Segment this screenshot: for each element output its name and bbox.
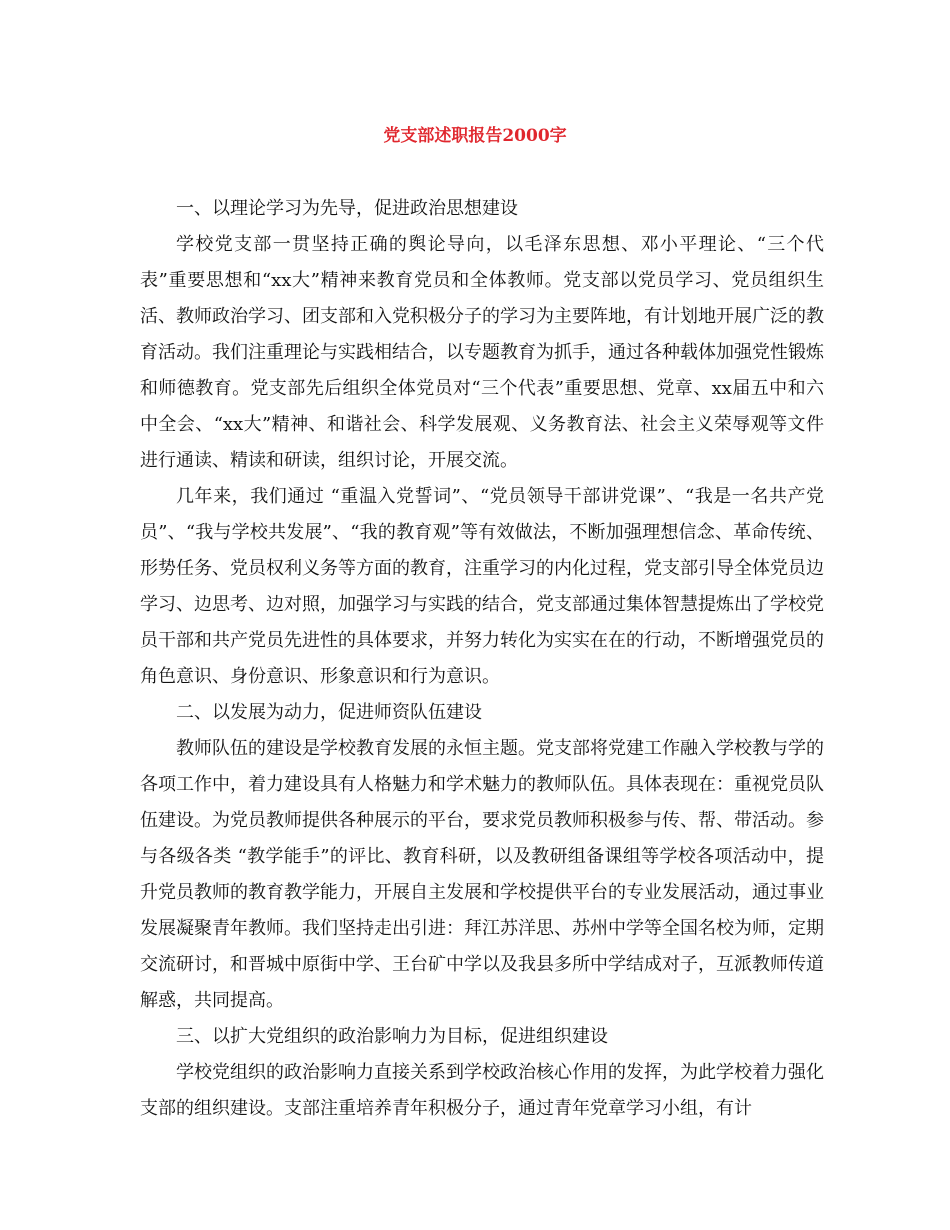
section-heading-2: 二、以发展为动力，促进师资队伍建设 bbox=[176, 702, 482, 723]
section-3-paragraph-1: 学校党组织的政治影响力直接关系到学校政治核心作用的发挥，为此学校着力强化支部的组织建设。支部注重培养青年积极分子，通过青年党章学习小组，有计 bbox=[140, 1062, 824, 1119]
section-1-paragraph-1: 学校党支部一贯坚持正确的舆论导向，以毛泽东思想、邓小平理论、“三个代表”重要思想和“xx大”精神来教育党员和全体教师。党支部以党员学习、党员组织生活、教师政治学习、团支部和入党积极分子的学习为主要阵地，有计划地开展广泛的教育活动。我们注重理论与实践相结合，以专题教育为抓手，通过各种载体加强党性锻炼和师德教育。党支部先后组织全体党员对“三个代表”重要思想、党章、xx届五中和六中全会、“xx大”精神、和谐社会、科学发展观、义务教育法、社会主义荣辱观等文件进行通读、精读和研读，组织讨论，开展交流。 bbox=[140, 234, 824, 471]
section-2-paragraph-1: 教师队伍的建设是学校教育发展的永恒主题。党支部将党建工作融入学校教与学的各项工作中，着力建设具有人格魅力和学术魅力的教师队伍。具体表现在：重视党员队伍建设。为党员教师提供各种展示的平台，要求党员教师积极参与传、帮、带活动。参与各级各类 “教学能手”的评比、教育科研，以及教研组备课组等学校各项活动中，提升党员教师的教育教学能力，开展自主发展和学校提供平台的专业发展活动，通过事业发展凝聚青年教师。我们坚持走出引进：拜江苏洋思、苏州中学等全国名校为师，定期交流研讨，和晋城中原街中学、王台矿中学以及我县多所中学结成对子，互派教师传道解惑，共同提高。 bbox=[140, 738, 824, 1011]
section-heading-3: 三、以扩大党组织的政治影响力为目标，促进组织建设 bbox=[176, 1026, 608, 1047]
document-title: 党支部述职报告2000字 bbox=[383, 126, 567, 146]
section-1-paragraph-2: 几年来，我们通过 “重温入党誓词”、“党员领导干部讲党课”、“我是一名共产党员”、“我与学校共发展”、“我的教育观”等有效做法，不断加强理想信念、革命传统、形势任务、党员权利义务等方面的教育，注重学习的内化过程，党支部引导全体党员边学习、边思考、边对照，加强学习与实践的结合，党支部通过集体智慧提炼出了学校党员干部和共产党员先进性的具体要求，并努力转化为实实在在的行动，不断增强党员的角色意识、身份意识、形象意识和行为意识。 bbox=[140, 486, 824, 687]
section-heading-1: 一、以理论学习为先导，促进政治思想建设 bbox=[176, 198, 518, 219]
document-body bbox=[140, 191, 824, 1127]
